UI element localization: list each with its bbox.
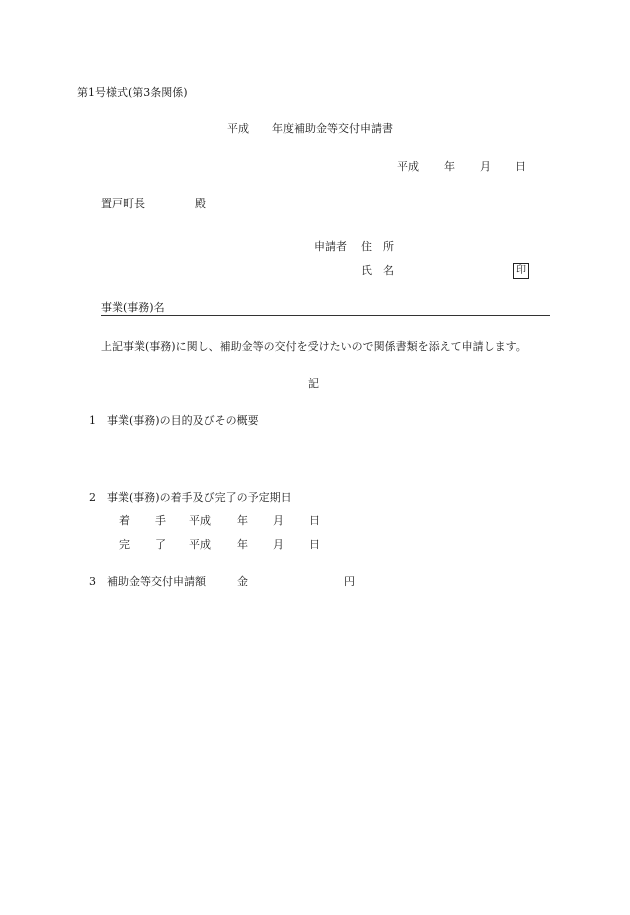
start-char-2: 手 [155, 514, 166, 527]
title-era: 平成 [227, 122, 249, 135]
date-month: 月 [480, 160, 491, 173]
business-name-label: 事業(事務)名 [101, 301, 165, 314]
end-char-2: 了 [155, 538, 166, 551]
name-label: 氏 名 [361, 264, 394, 277]
statement: 上記事業(事務)に関し、補助金等の交付を受けたいので関係書類を添えて申請します。 [101, 340, 527, 353]
start-day: 日 [309, 514, 320, 527]
ki-label: 記 [308, 377, 319, 390]
end-era: 平成 [189, 538, 211, 551]
end-year: 年 [237, 538, 248, 551]
item-1-number: 1 [89, 414, 96, 427]
end-day: 日 [309, 538, 320, 551]
start-era: 平成 [189, 514, 211, 527]
business-name-label-underline [101, 315, 173, 316]
end-month: 月 [273, 538, 284, 551]
amount-unit: 円 [344, 575, 355, 588]
item-2-number: 2 [89, 491, 96, 504]
item-1-label: 事業(事務)の目的及びその概要 [107, 414, 259, 427]
date-era: 平成 [397, 160, 419, 173]
seal-box: 印 [513, 263, 529, 279]
item-2-label: 事業(事務)の着手及び完了の予定期日 [107, 491, 292, 504]
date-year: 年 [444, 160, 455, 173]
start-year: 年 [237, 514, 248, 527]
end-char-1: 完 [119, 538, 130, 551]
amount-prefix: 金 [237, 575, 248, 588]
addressee-honorific: 殿 [195, 197, 206, 210]
start-char-1: 着 [119, 514, 130, 527]
item-3-label: 補助金等交付申請額 [107, 575, 206, 588]
date-day: 日 [515, 160, 526, 173]
page-title: 年度補助金等交付申請書 [272, 122, 393, 135]
business-name-line [172, 315, 550, 316]
addressee-name: 置戸町長 [101, 197, 145, 210]
item-3-number: 3 [89, 575, 96, 588]
applicant-label: 申請者 [314, 240, 347, 253]
start-month: 月 [273, 514, 284, 527]
form-number: 第1号様式(第3条関係) [77, 86, 188, 99]
address-label: 住 所 [361, 240, 394, 253]
